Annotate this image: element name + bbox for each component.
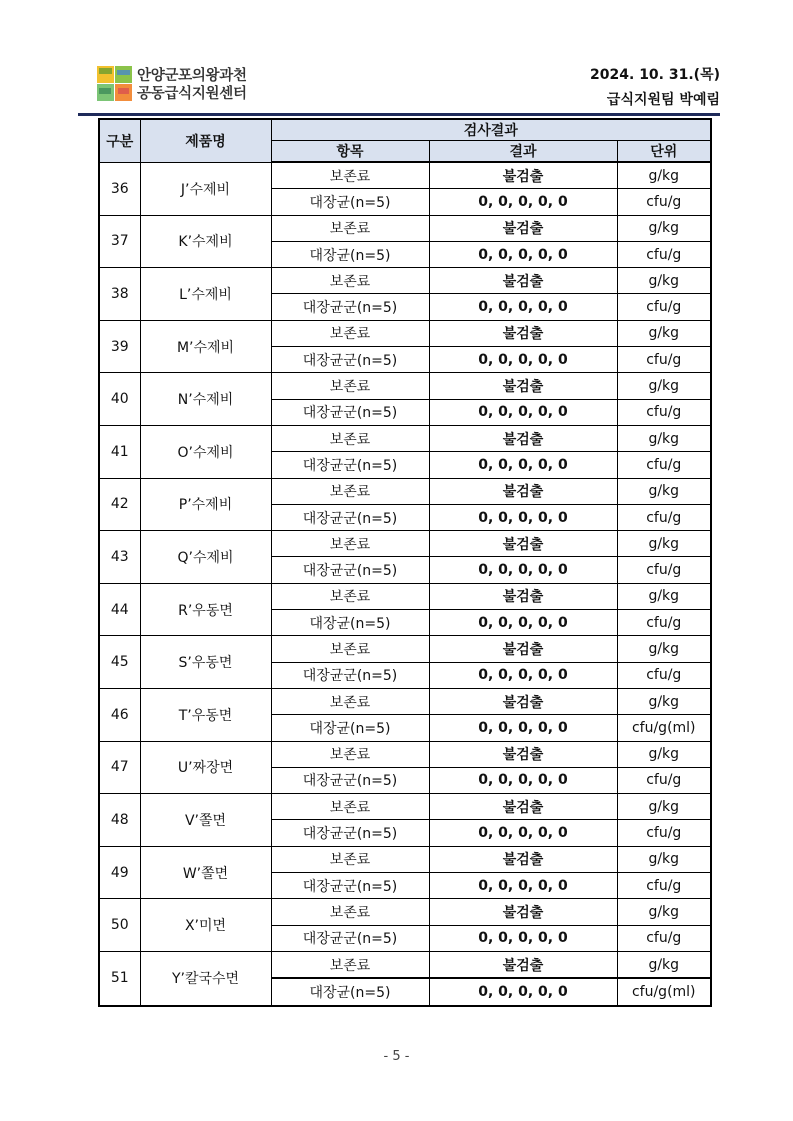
test-unit: g/kg — [617, 373, 711, 399]
page-header — [97, 62, 720, 110]
test-item: 대장균군(n=5) — [271, 347, 429, 373]
column-header-results: 검사결과 — [271, 119, 711, 141]
test-result: 0, 0, 0, 0, 0 — [429, 610, 617, 636]
table-row — [99, 531, 711, 557]
test-result: 불검출 — [429, 951, 617, 978]
test-result: 0, 0, 0, 0, 0 — [429, 452, 617, 478]
test-item: 보존료 — [271, 320, 429, 346]
test-result: 0, 0, 0, 0, 0 — [429, 820, 617, 846]
product-name: V’쫄면 — [140, 794, 271, 847]
test-item: 보존료 — [271, 531, 429, 557]
row-number: 44 — [99, 583, 140, 636]
product-name: P’수제비 — [140, 478, 271, 531]
product-name: O’수제비 — [140, 425, 271, 478]
test-item: 보존료 — [271, 688, 429, 714]
test-unit: cfu/g — [617, 399, 711, 425]
test-unit: cfu/g — [617, 925, 711, 951]
row-number: 47 — [99, 741, 140, 794]
test-item: 대장균(n=5) — [271, 189, 429, 215]
row-number: 36 — [99, 162, 140, 215]
test-unit: cfu/g — [617, 557, 711, 583]
test-result: 불검출 — [429, 688, 617, 714]
test-result: 불검출 — [429, 583, 617, 609]
test-item: 대장균(n=5) — [271, 610, 429, 636]
table-row — [99, 899, 711, 925]
table-row — [99, 794, 711, 820]
product-name: T’우동면 — [140, 688, 271, 741]
test-item: 보존료 — [271, 425, 429, 451]
row-number: 37 — [99, 215, 140, 268]
row-number: 42 — [99, 478, 140, 531]
test-result: 불검출 — [429, 425, 617, 451]
column-header-item: 항목 — [271, 141, 429, 163]
product-name: Y’칼국수면 — [140, 951, 271, 1005]
test-result: 0, 0, 0, 0, 0 — [429, 715, 617, 741]
test-result: 불검출 — [429, 320, 617, 346]
test-unit: cfu/g(ml) — [617, 715, 711, 741]
test-item: 보존료 — [271, 794, 429, 820]
test-item: 대장균군(n=5) — [271, 504, 429, 530]
table-row — [99, 846, 711, 872]
test-result: 0, 0, 0, 0, 0 — [429, 873, 617, 899]
column-header-unit: 단위 — [617, 141, 711, 163]
test-result: 불검출 — [429, 478, 617, 504]
test-result: 0, 0, 0, 0, 0 — [429, 189, 617, 215]
product-name: R’우동면 — [140, 583, 271, 636]
test-item: 보존료 — [271, 846, 429, 872]
organization-name — [137, 67, 247, 103]
test-unit: cfu/g — [617, 504, 711, 530]
row-number: 48 — [99, 794, 140, 847]
column-header-product: 제품명 — [140, 119, 271, 162]
results-table — [98, 118, 712, 1007]
row-number: 46 — [99, 688, 140, 741]
test-unit: g/kg — [617, 531, 711, 557]
results-table-body — [99, 162, 711, 1006]
page-number: - 5 - — [383, 1049, 410, 1064]
test-result: 불검출 — [429, 636, 617, 662]
organization-line-1: 안양군포의왕과천 — [137, 68, 247, 84]
test-item: 대장균(n=5) — [271, 715, 429, 741]
product-name: U’짜장면 — [140, 741, 271, 794]
organization-line-2: 공동급식지원센터 — [137, 86, 247, 102]
test-result: 0, 0, 0, 0, 0 — [429, 399, 617, 425]
test-item: 보존료 — [271, 636, 429, 662]
test-result: 불검출 — [429, 215, 617, 241]
test-result: 불검출 — [429, 162, 617, 189]
row-number: 51 — [99, 951, 140, 1005]
test-item: 대장균(n=5) — [271, 978, 429, 1005]
test-unit: cfu/g — [617, 662, 711, 688]
test-unit: cfu/g — [617, 610, 711, 636]
test-result: 불검출 — [429, 794, 617, 820]
product-name: Q’수제비 — [140, 531, 271, 584]
product-name: K’수제비 — [140, 215, 271, 268]
test-item: 대장균군(n=5) — [271, 873, 429, 899]
center-logo-icon — [97, 66, 133, 102]
test-unit: cfu/g — [617, 241, 711, 267]
table-row — [99, 162, 711, 189]
test-result: 0, 0, 0, 0, 0 — [429, 347, 617, 373]
product-name: X’미면 — [140, 899, 271, 952]
test-result: 0, 0, 0, 0, 0 — [429, 662, 617, 688]
test-unit: cfu/g(ml) — [617, 978, 711, 1005]
table-row — [99, 425, 711, 451]
table-row — [99, 478, 711, 504]
test-unit: cfu/g — [617, 767, 711, 793]
test-unit: g/kg — [617, 425, 711, 451]
row-number: 50 — [99, 899, 140, 952]
test-result: 0, 0, 0, 0, 0 — [429, 294, 617, 320]
test-unit: g/kg — [617, 320, 711, 346]
test-result: 0, 0, 0, 0, 0 — [429, 504, 617, 530]
test-result: 0, 0, 0, 0, 0 — [429, 241, 617, 267]
test-unit: g/kg — [617, 636, 711, 662]
test-unit: g/kg — [617, 478, 711, 504]
test-item: 보존료 — [271, 741, 429, 767]
product-name: W’쫄면 — [140, 846, 271, 899]
test-unit: g/kg — [617, 741, 711, 767]
test-result: 불검출 — [429, 741, 617, 767]
test-item: 대장균(n=5) — [271, 241, 429, 267]
test-item: 보존료 — [271, 215, 429, 241]
test-item: 보존료 — [271, 899, 429, 925]
row-number: 45 — [99, 636, 140, 689]
column-header-no: 구분 — [99, 119, 140, 162]
test-result: 0, 0, 0, 0, 0 — [429, 557, 617, 583]
test-unit: g/kg — [617, 268, 711, 294]
test-unit: g/kg — [617, 794, 711, 820]
product-name: N’수제비 — [140, 373, 271, 426]
test-unit: cfu/g — [617, 873, 711, 899]
row-number: 40 — [99, 373, 140, 426]
row-number: 38 — [99, 268, 140, 321]
test-unit: cfu/g — [617, 347, 711, 373]
test-unit: cfu/g — [617, 452, 711, 478]
test-unit: g/kg — [617, 162, 711, 189]
test-result: 불검출 — [429, 531, 617, 557]
test-unit: g/kg — [617, 215, 711, 241]
test-unit: g/kg — [617, 688, 711, 714]
header-rule — [78, 113, 720, 116]
table-row — [99, 688, 711, 714]
table-row — [99, 583, 711, 609]
test-item: 대장균군(n=5) — [271, 925, 429, 951]
test-unit: g/kg — [617, 846, 711, 872]
test-item: 대장균군(n=5) — [271, 767, 429, 793]
test-item: 대장균군(n=5) — [271, 294, 429, 320]
test-item: 대장균군(n=5) — [271, 452, 429, 478]
column-header-result: 결과 — [429, 141, 617, 163]
report-team: 급식지원팀 박예림 — [606, 92, 720, 108]
test-unit: g/kg — [617, 951, 711, 978]
test-unit: cfu/g — [617, 820, 711, 846]
table-row — [99, 636, 711, 662]
row-number: 39 — [99, 320, 140, 373]
test-item: 대장균군(n=5) — [271, 557, 429, 583]
test-unit: g/kg — [617, 583, 711, 609]
test-result: 불검출 — [429, 373, 617, 399]
report-date: 2024. 10. 31.(목) — [590, 67, 720, 83]
test-result: 불검출 — [429, 268, 617, 294]
table-row — [99, 741, 711, 767]
product-name: M’수제비 — [140, 320, 271, 373]
test-result: 불검출 — [429, 899, 617, 925]
table-row — [99, 951, 711, 978]
product-name: L’수제비 — [140, 268, 271, 321]
test-unit: g/kg — [617, 899, 711, 925]
product-name: S’우동면 — [140, 636, 271, 689]
row-number: 49 — [99, 846, 140, 899]
row-number: 41 — [99, 425, 140, 478]
test-unit: cfu/g — [617, 294, 711, 320]
table-row — [99, 268, 711, 294]
test-item: 보존료 — [271, 583, 429, 609]
test-item: 대장균군(n=5) — [271, 820, 429, 846]
test-unit: cfu/g — [617, 189, 711, 215]
table-row — [99, 373, 711, 399]
table-row — [99, 320, 711, 346]
test-item: 보존료 — [271, 373, 429, 399]
test-result: 0, 0, 0, 0, 0 — [429, 978, 617, 1005]
test-item: 보존료 — [271, 951, 429, 978]
test-item: 대장균군(n=5) — [271, 399, 429, 425]
row-number: 43 — [99, 531, 140, 584]
test-result: 불검출 — [429, 846, 617, 872]
test-item: 보존료 — [271, 162, 429, 189]
test-item: 대장균군(n=5) — [271, 662, 429, 688]
test-item: 보존료 — [271, 268, 429, 294]
product-name: J’수제비 — [140, 162, 271, 215]
test-item: 보존료 — [271, 478, 429, 504]
test-result: 0, 0, 0, 0, 0 — [429, 767, 617, 793]
table-row — [99, 215, 711, 241]
test-result: 0, 0, 0, 0, 0 — [429, 925, 617, 951]
